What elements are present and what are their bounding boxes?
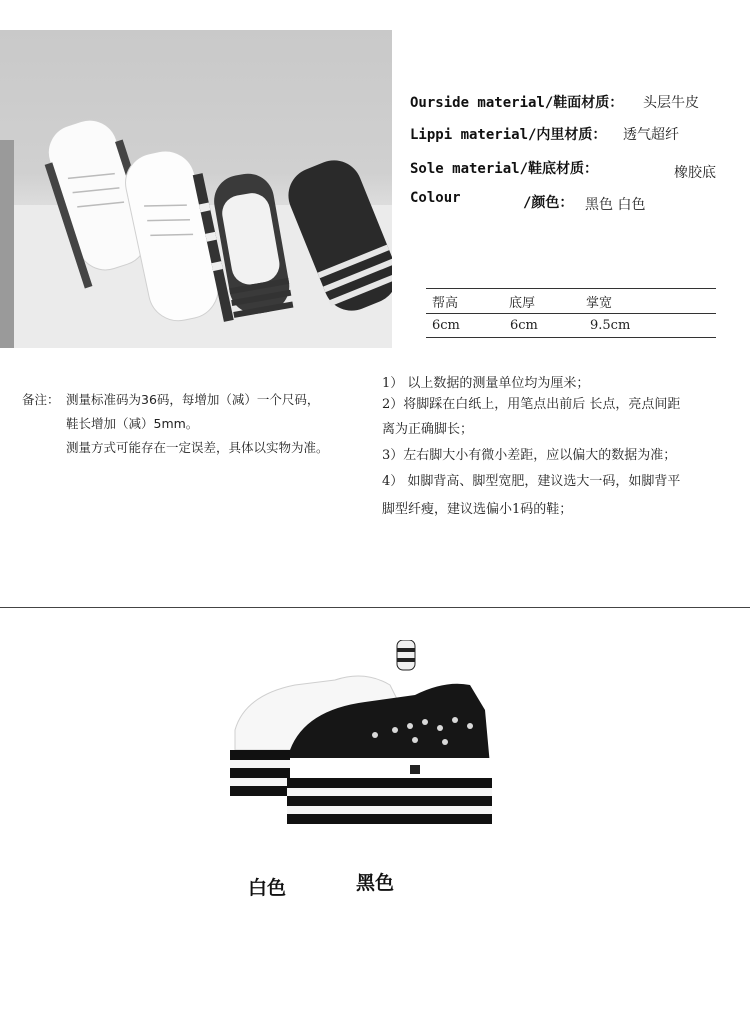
note-left-line-2: 鞋长增加（减）5mm。	[66, 416, 199, 431]
note-right-line-5: 4） 如脚背高、脚型宽肥，建议选大一码，如脚背平	[382, 474, 681, 489]
note-right-line-6: 脚型纤瘦，建议选偏小1码的鞋；	[382, 502, 573, 517]
note-left-line-1: 测量标准码为36码，每增加（减）一个尺码，	[66, 392, 320, 407]
note-prefix: 备注：	[22, 392, 60, 407]
black-shoe-right	[280, 152, 392, 319]
color-label-white: 白色	[248, 877, 287, 899]
spec-upper-value: 头层牛皮	[643, 95, 699, 111]
black-shoe-side	[287, 640, 492, 824]
product-photo-top	[0, 30, 392, 348]
table-top-line	[426, 288, 716, 289]
table-bottom-line	[426, 337, 716, 338]
color-label-black: 黑色	[356, 872, 395, 894]
note-left-line-3: 测量方式可能存在一定误差，具体以实物为准。	[66, 440, 329, 455]
note-right-line-1: 1） 以上数据的测量单位均为厘米；	[382, 376, 590, 391]
white-shoe-right	[120, 144, 234, 336]
shoes-pair-illustration	[0, 30, 392, 348]
spec-lining-value: 透气超纤	[623, 127, 679, 143]
table-value-width: 9.5cm	[590, 318, 631, 333]
table-header-sole-thickness: 底厚	[509, 296, 536, 311]
spec-colour-label-cn: /颜色：	[523, 195, 574, 211]
table-header-width: 掌宽	[586, 296, 613, 311]
spec-upper-label: Ourside material/鞋面材质：	[410, 95, 624, 111]
table-value-upper-height: 6cm	[432, 318, 460, 333]
note-right-line-3: 离为正确脚长；	[382, 422, 474, 437]
table-mid-line	[426, 313, 716, 314]
spec-colour-label: Colour	[410, 190, 461, 206]
table-value-sole-thickness: 6cm	[510, 318, 538, 333]
note-right-line-2: 2）将脚踩在白纸上，用笔点出前后 长点，亮点间距	[382, 397, 681, 412]
spec-sole-label: Sole material/鞋底材质：	[410, 161, 599, 177]
spec-lining-label: Lippi material/内里材质：	[410, 127, 607, 143]
spec-sole-value: 橡胶底	[674, 165, 716, 181]
spec-colour-value: 黑色 白色	[585, 197, 646, 213]
section-divider	[0, 607, 750, 608]
note-right-line-4: 3）左右脚大小有微小差距，应以偏大的数据为准；	[382, 448, 677, 463]
product-photo-bottom	[215, 640, 515, 830]
table-header-upper-height: 帮高	[432, 296, 459, 311]
